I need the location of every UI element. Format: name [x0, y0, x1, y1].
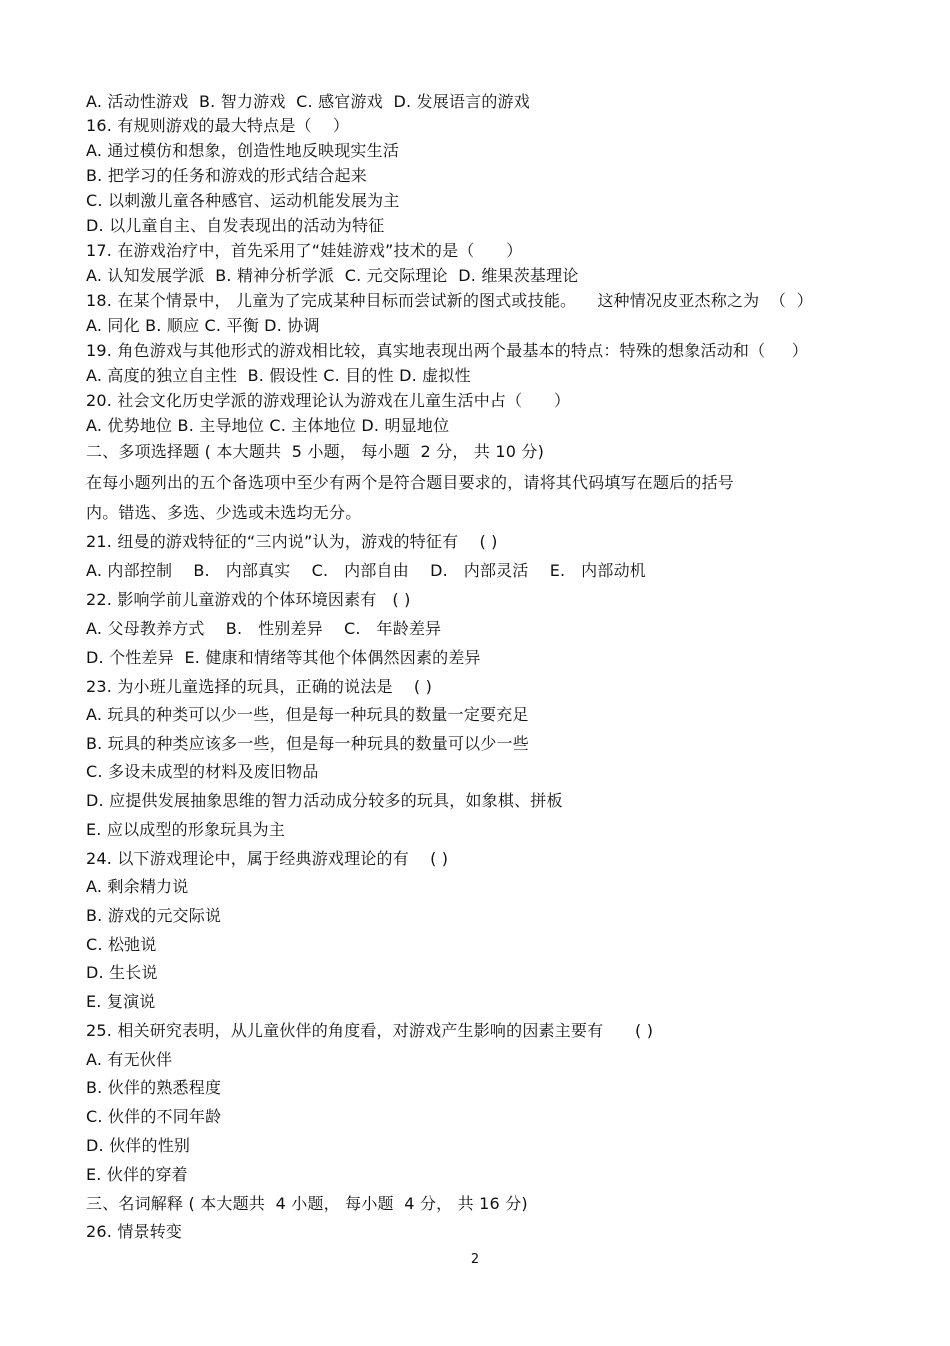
text-line: 三、名词解释 ( 本大题共 4 小题， 每小题 4 分， 共 16 分)	[86, 1194, 528, 1213]
text-line: A. 活动性游戏 B. 智力游戏 C. 感官游戏 D. 发展语言的游戏	[86, 92, 530, 111]
page-number: 2	[470, 1252, 480, 1267]
text-line: C. 伙伴的不同年龄	[86, 1107, 222, 1126]
text-line: D. 以儿童自主、自发表现出的活动为特征	[86, 216, 385, 235]
text-line: A. 通过模仿和想象，创造性地反映现实生活	[86, 141, 400, 160]
text-line: A. 内部控制 B. 内部真实 C. 内部自由 D. 内部灵活 E. 内部动机	[86, 561, 646, 580]
text-line: D. 生长说	[86, 963, 158, 982]
text-line: 内。错选、多选、少选或未选均无分。	[86, 503, 362, 522]
text-line: 19. 角色游戏与其他形式的游戏相比较，真实地表现出两个最基本的特点：特殊的想象活动和（ ）	[86, 341, 808, 360]
text-line: 25. 相关研究表明，从儿童伙伴的角度看，对游戏产生影响的因素主要有 ( )	[86, 1021, 654, 1040]
text-line: D. 应提供发展抽象思维的智力活动成分较多的玩具，如象棋、拼板	[86, 791, 563, 810]
text-line: A. 优势地位 B. 主导地位 C. 主体地位 D. 明显地位	[86, 416, 450, 435]
text-line: 22. 影响学前儿童游戏的个体环境因素有 ( )	[86, 590, 411, 609]
text-line: C. 松弛说	[86, 935, 157, 954]
text-line: A. 有无伙伴	[86, 1050, 173, 1069]
text-line: C. 多设未成型的材料及废旧物品	[86, 762, 319, 781]
text-line: E. 应以成型的形象玩具为主	[86, 820, 286, 839]
text-line: 21. 纽曼的游戏特征的“三内说”认为，游戏的特征有 ( )	[86, 532, 498, 551]
text-line: B. 把学习的任务和游戏的形式结合起来	[86, 166, 367, 185]
text-line: 17. 在游戏治疗中，首先采用了“娃娃游戏”技术的是（ ）	[86, 241, 523, 260]
text-line: C. 以刺激儿童各种感官、运动机能发展为主	[86, 191, 400, 210]
text-line: 在每小题列出的五个备选项中至少有两个是符合题目要求的，请将其代码填写在题后的括号	[86, 473, 735, 492]
text-line: D. 伙伴的性别	[86, 1136, 191, 1155]
text-line: D. 个性差异 E. 健康和情绪等其他个体偶然因素的差异	[86, 648, 481, 667]
text-line: A. 高度的独立自主性 B. 假设性 C. 目的性 D. 虚拟性	[86, 366, 471, 385]
text-line: E. 复演说	[86, 992, 156, 1011]
text-line: A. 剩余精力说	[86, 877, 189, 896]
text-line: E. 伙伴的穿着	[86, 1165, 188, 1184]
text-line: B. 玩具的种类应该多一些，但是每一种玩具的数量可以少一些	[86, 734, 529, 753]
text-line: A. 父母教养方式 B. 性别差异 C. 年龄差异	[86, 619, 442, 638]
text-line: 24. 以下游戏理论中，属于经典游戏理论的有 ( )	[86, 849, 449, 868]
text-line: 20. 社会文化历史学派的游戏理论认为游戏在儿童生活中占（ ）	[86, 391, 571, 410]
text-line: 16. 有规则游戏的最大特点是（ ）	[86, 116, 350, 135]
text-line: 23. 为小班儿童选择的玩具，正确的说法是 ( )	[86, 677, 433, 696]
text-line: A. 玩具的种类可以少一些，但是每一种玩具的数量一定要充足	[86, 705, 529, 724]
text-line: 二、多项选择题 ( 本大题共 5 小题， 每小题 2 分， 共 10 分)	[86, 442, 545, 461]
text-line: 26. 情景转变	[86, 1222, 183, 1241]
text-line: 18. 在某个情景中， 儿童为了完成某种目标而尝试新的图式或技能。 这种情况皮亚杰称之为 （ ）	[86, 291, 813, 310]
text-line: A. 认知发展学派 B. 精神分析学派 C. 元交际理论 D. 维果茨基理论	[86, 266, 579, 285]
text-line: B. 游戏的元交际说	[86, 906, 222, 925]
text-line: B. 伙伴的熟悉程度	[86, 1078, 222, 1097]
text-line: A. 同化 B. 顺应 C. 平衡 D. 协调	[86, 316, 320, 335]
